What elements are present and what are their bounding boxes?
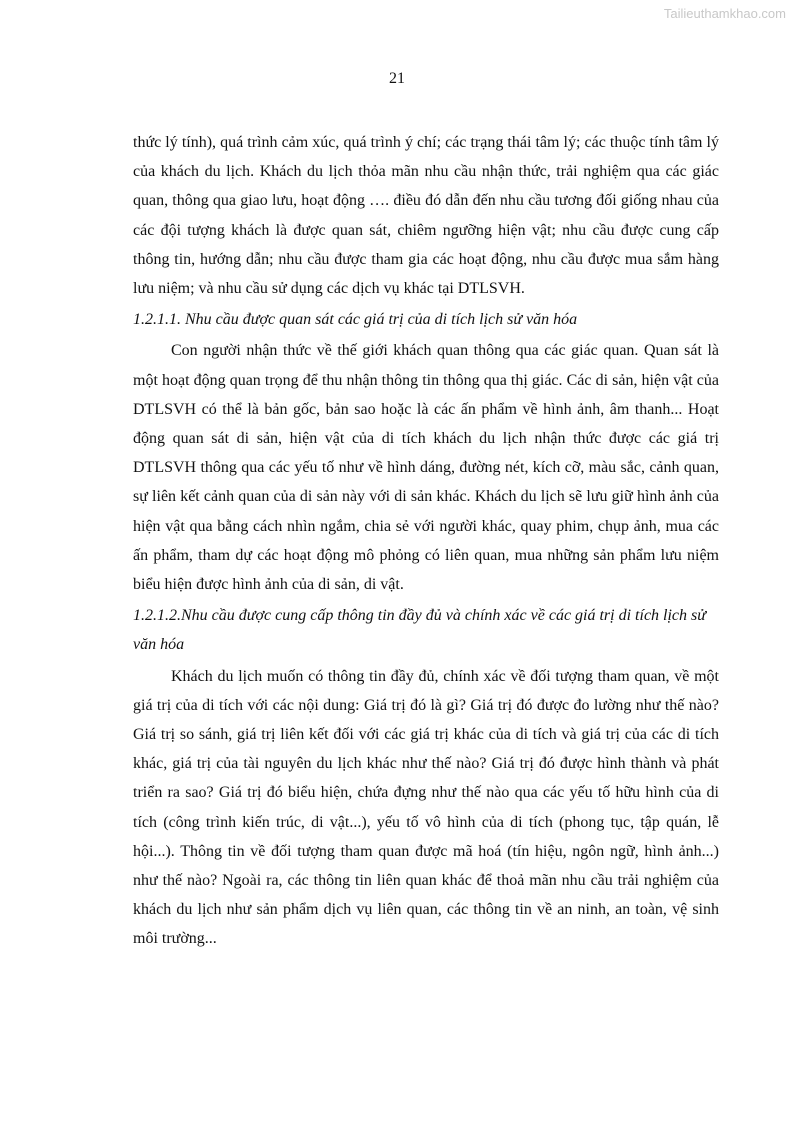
paragraph: Khách du lịch muốn có thông tin đầy đủ, chính xác về đối tượng tham quan, về một giá trị của di tích với các nội dung: Giá trị đó là gì? Giá trị đó được đo lường như thế nào? Giá trị so sánh, giá trị liên kết đối với các giá trị khác của di tích và giá trị của các di tích khác, giá trị của tài nguyên du lịch khác như thế nào? Giá trị đó được hình thành và phát triển ra sao? Giá trị đó biểu hiện, chứa đựng như thế nào qua các yếu tố hữu hình của di tích (công trình kiến trúc, di vật...), yếu tố vô hình của di tích (phong tục, tập quán, lễ hội...). Thông tin về đối tượng tham quan được mã hoá (tín hiệu, ngôn ngữ, hình ảnh...) như thế nào? Ngoài ra, các thông tin liên quan khác để thoả mãn nhu cầu trải nghiệm của khách du lịch như sản phẩm dịch vụ liên quan, các thông tin về an ninh, an toàn, vệ sinh môi trường... <box>133 667 719 948</box>
paragraph: thức lý tính), quá trình cảm xúc, quá trình ý chí; các trạng thái tâm lý; các thuộc tính tâm lý của khách du lịch. Khách du lịch thỏa mãn nhu cầu nhận thức, trải nghiệm qua các giác quan, thông qua giao lưu, hoạt động …. điều đó dẫn đến nhu cầu tương đối giống nhau của các đội tượng khách là được quan sát, chiêm ngưỡng hiện vật; nhu cầu được cung cấp thông tin, hướng dẫn; nhu cầu được tham gia các hoạt động, nhu cầu được mua sắm hàng lưu niệm; và nhu cầu sử dụng các dịch vụ khác tại DTLSVH. <box>133 134 719 298</box>
section-heading: 1.2.1.2.Nhu cầu được cung cấp thông tin đầy đủ và chính xác về các giá trị di tích lịch sử văn hóa <box>133 607 706 654</box>
section-heading: 1.2.1.1. Nhu cầu được quan sát các giá trị của di tích lịch sử văn hóa <box>133 311 578 329</box>
watermark: Tailieuthamkhao.com <box>663 6 786 21</box>
document-body <box>133 128 719 954</box>
page-number: 21 <box>389 70 405 87</box>
paragraph: Con người nhận thức về thế giới khách quan thông qua các giác quan. Quan sát là một hoạt động quan trọng để thu nhận thông tin thông qua thị giác. Các di sản, hiện vật của DTLSVH có thể là bản gốc, bản sao hoặc là các ấn phẩm về hình ảnh, âm thanh... Hoạt động quan sát di sản, hiện vật của di tích khách du lịch nhận thức được các giá trị DTLSVH thông qua các yếu tố như về hình dáng, đường nét, kích cỡ, màu sắc, cảnh quan, sự liên kết cảnh quan của di sản này với di sản khác. Khách du lịch sẽ lưu giữ hình ảnh của hiện vật qua bằng cách nhìn ngắm, chia sẻ với người khác, quay phim, chụp ảnh, mua các ấn phẩm, tham dự các hoạt động mô phỏng có liên quan, mua những sản phẩm lưu niệm biểu hiện được hình ảnh của di sản, di vật. <box>133 342 719 594</box>
